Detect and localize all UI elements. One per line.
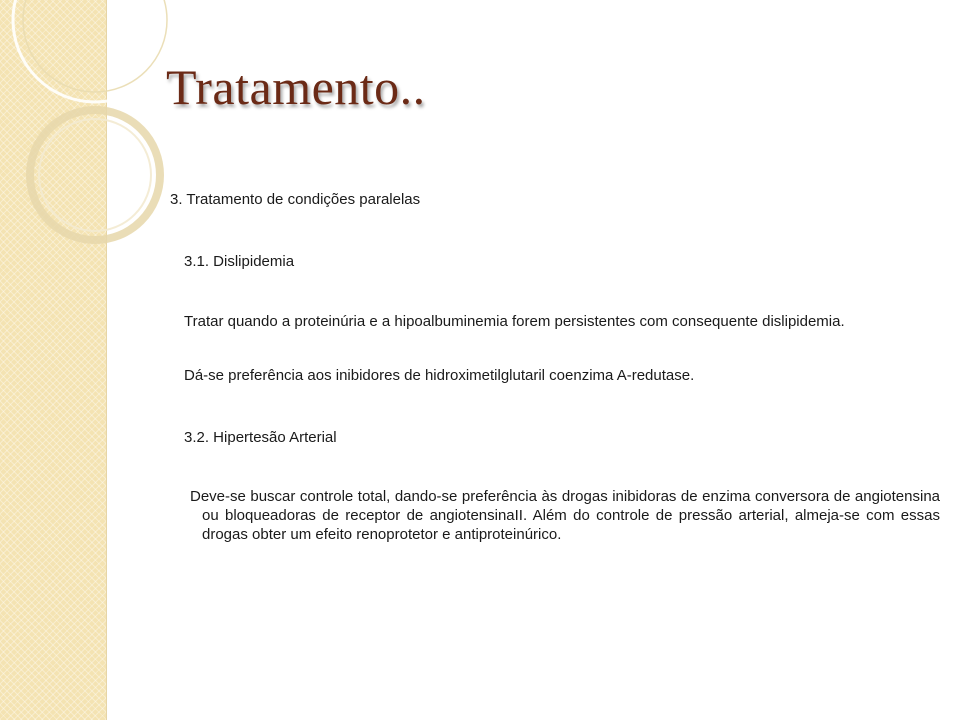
subheading-hipertensao: 3.2. Hipertesão Arterial [184,429,337,446]
paragraph-statin-preference: Dá-se preferência aos inibidores de hidroximetilglutaril coenzima A-redutase. [184,367,695,384]
slide-title: Tratamento.. [166,59,426,115]
paragraph-dislipidemia-treatment: Tratar quando a proteinúria e a hipoalbuminemia forem persistentes com consequente dislipidemia. [184,313,845,330]
section-heading: 3. Tratamento de condições paralelas [170,191,421,208]
subheading-dislipidemia: 3.1. Dislipidemia [184,253,295,270]
paragraph-hipertensao-treatment: Deve-se buscar controle total, dando-se preferência às drogas inibidoras de enzima conversora de angiotensina ou bloqueadoras de receptor de angiotensinaII. Além do controle de pressão arterial, almeja-se com essas drogas obter um efeito renoprotetor e antiproteinúrico. [190,488,940,543]
